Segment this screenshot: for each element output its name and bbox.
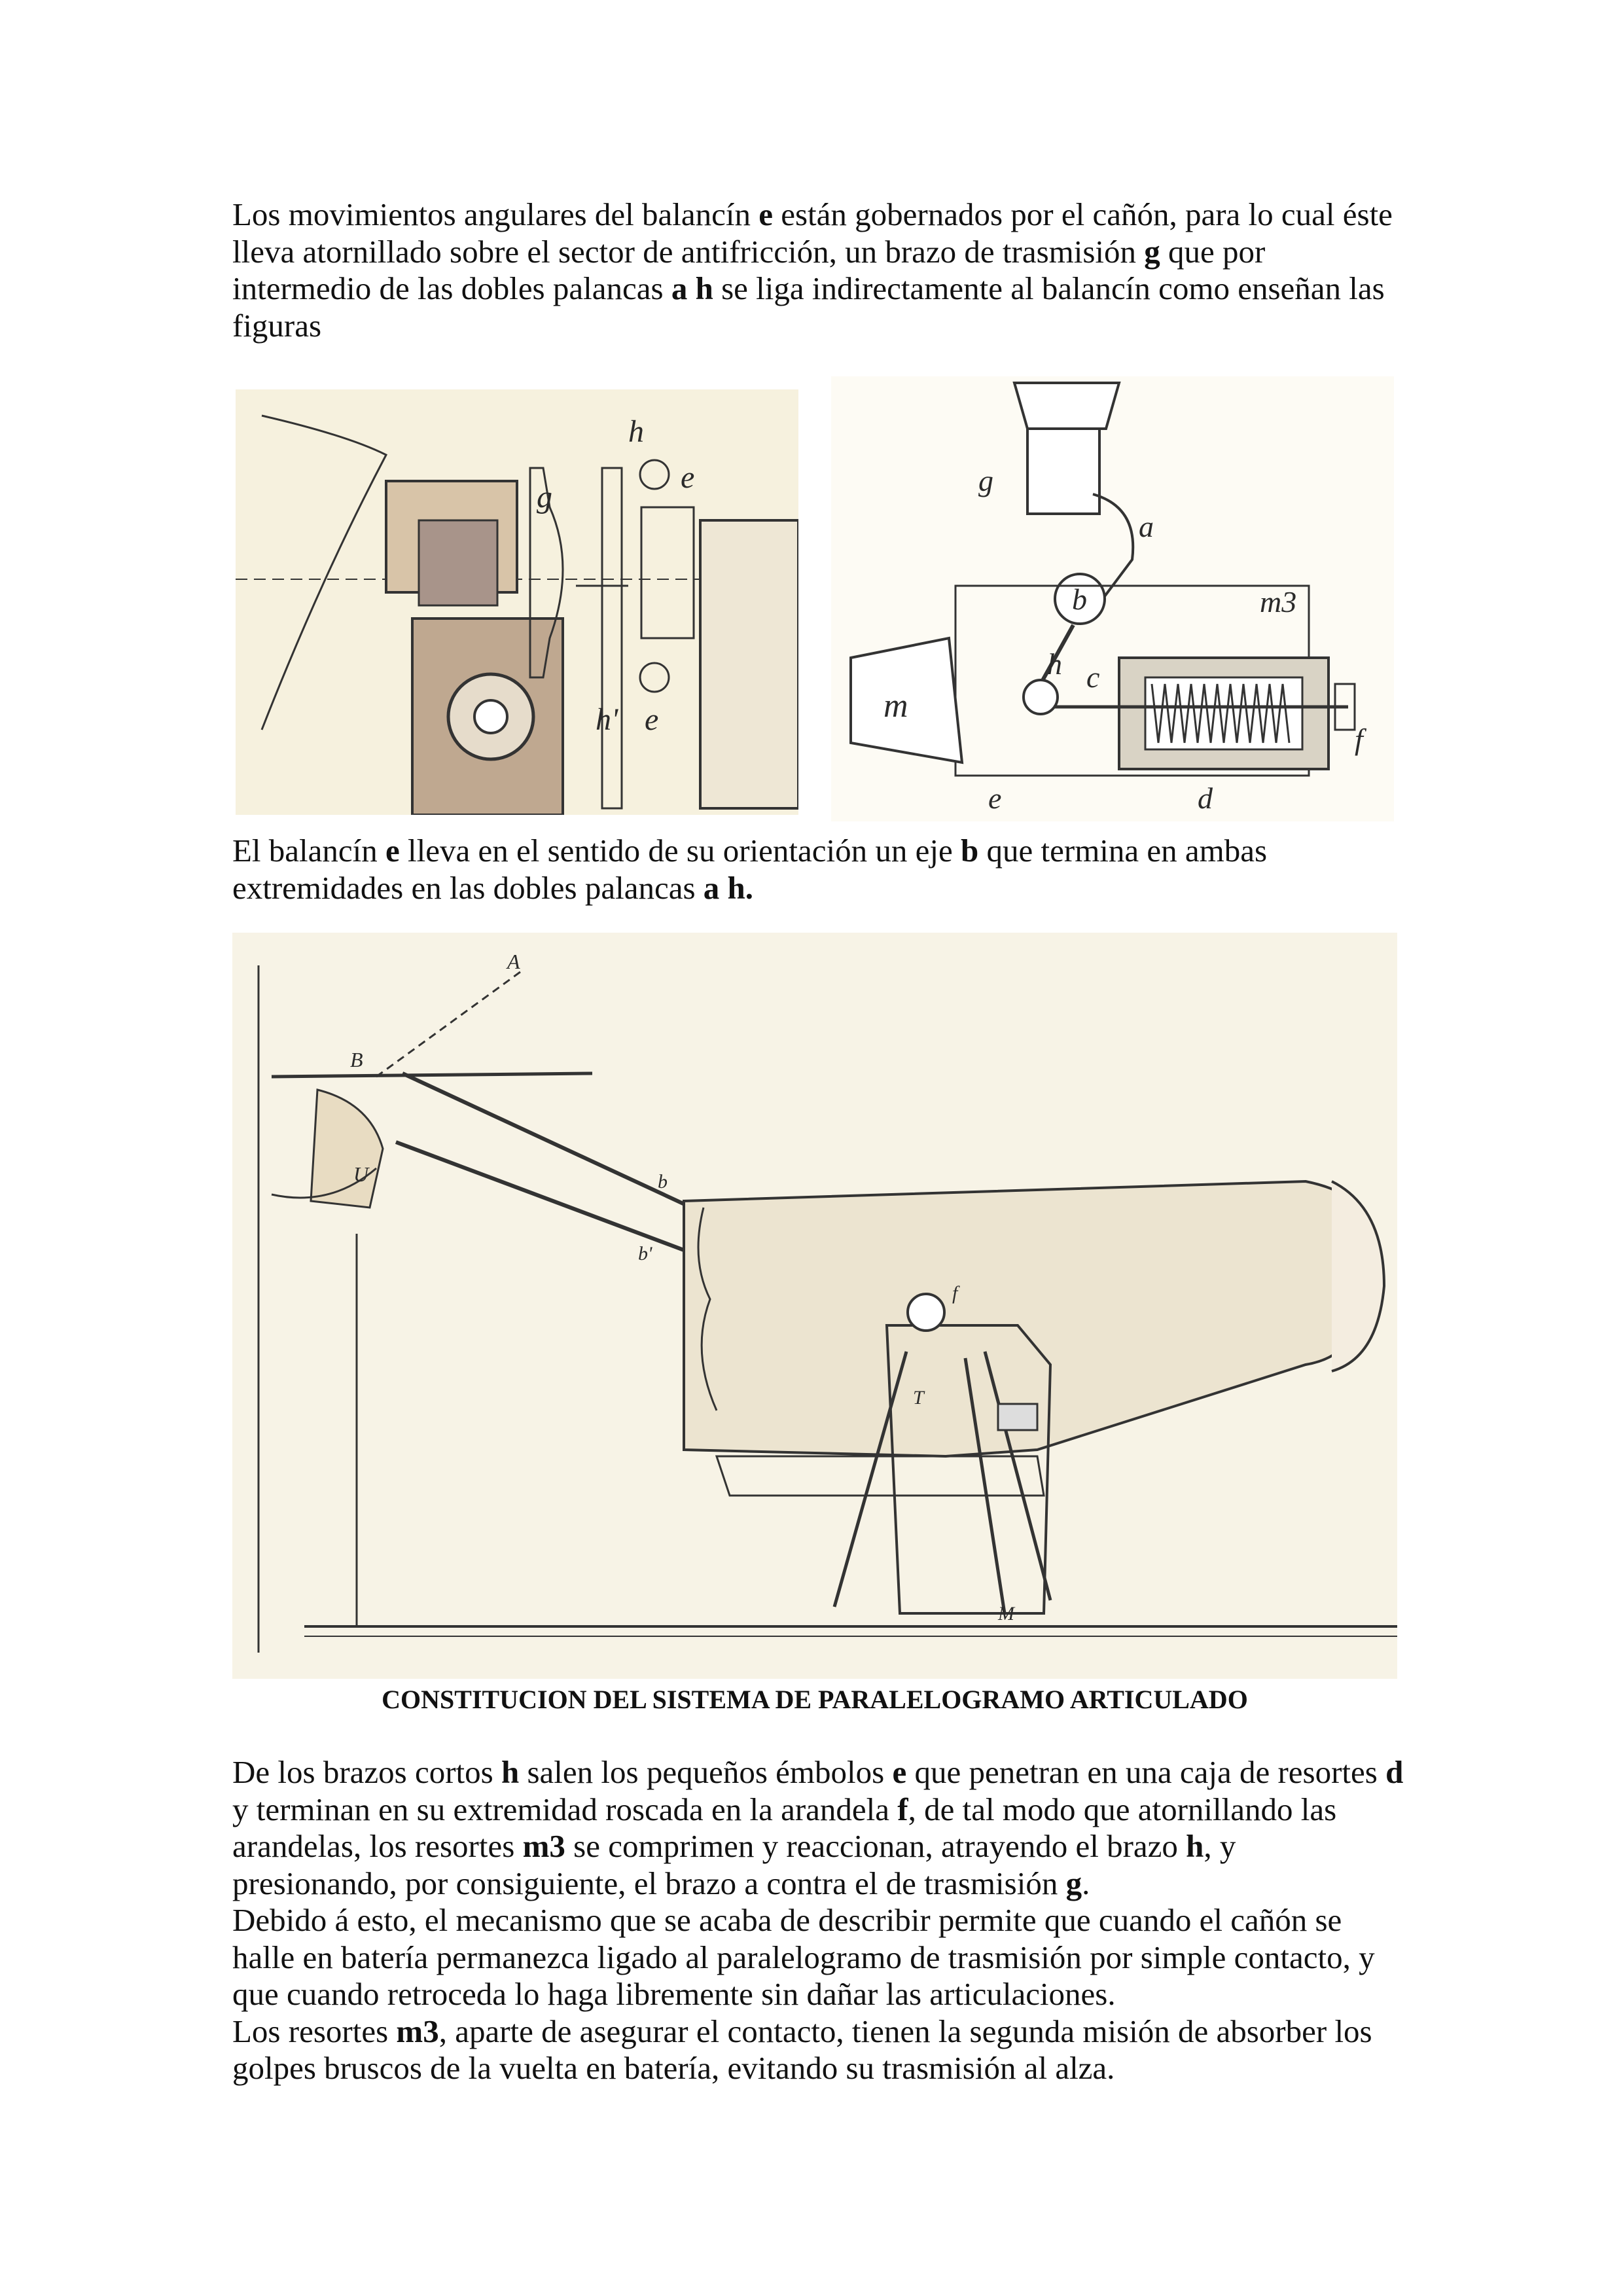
label-e-bottom: e bbox=[645, 702, 659, 737]
text-run: El balancín bbox=[232, 833, 386, 869]
label-h-prime: h' bbox=[596, 702, 618, 737]
text-run: están gobernados por el cañón, para lo cual éste lleva atornillado sobre el sector de antifricción, un brazo de trasmisión bbox=[232, 196, 1393, 270]
bold-term: b bbox=[961, 833, 979, 869]
text-run: y terminan en su extremidad roscada en la arandela bbox=[232, 1791, 898, 1827]
bold-term: m3 bbox=[522, 1828, 565, 1864]
label-d: d bbox=[1198, 781, 1213, 815]
bold-term: g bbox=[1144, 233, 1160, 270]
text-run: , aparte de asegurar el contacto, tienen la segunda misión de absorber los golpes bruscos de la vuelta en batería, evitando su trasmisión al alza. bbox=[232, 2013, 1372, 2086]
label-e: e bbox=[988, 781, 1002, 815]
label-m: m bbox=[883, 687, 908, 725]
text-run: Los movimientos angulares del balancín bbox=[232, 196, 759, 232]
intro-paragraph bbox=[232, 196, 1404, 344]
text-run: , y presionando, por consiguiente, el brazo a contra el de trasmisión bbox=[232, 1828, 1236, 1901]
text-run: se liga indirectamente al balancín como enseñan las figuras bbox=[232, 270, 1385, 344]
label-T: T bbox=[913, 1387, 924, 1408]
figure-cross-section bbox=[236, 389, 798, 815]
balancin-paragraph bbox=[232, 833, 1404, 906]
label-f: f bbox=[952, 1282, 958, 1304]
label-h: h bbox=[1047, 647, 1062, 681]
figure-cannon-parallelogram bbox=[232, 933, 1397, 1679]
bold-term: g bbox=[1065, 1865, 1082, 1901]
label-e: e bbox=[681, 460, 695, 495]
figure-caption: CONSTITUCION DEL SISTEMA DE PARALELOGRAMO ARTICULADO bbox=[382, 1685, 1248, 1714]
label-m3: m3 bbox=[1260, 585, 1297, 619]
label-a: a bbox=[1139, 510, 1154, 543]
bold-term: e bbox=[758, 196, 773, 232]
text-run: Debido á esto, el mecanismo que se acaba de describir permite que cuando el cañón se halle en batería permanezca ligado al paralelogramo de trasmisión por simple contacto, y que cuando retroceda lo haga libremente sin dañar las articulaciones. bbox=[232, 1902, 1375, 2012]
text-run: se comprimen y reaccionan, atrayendo el brazo bbox=[565, 1828, 1186, 1864]
bold-term: m3 bbox=[396, 2013, 439, 2049]
text-run: que penetran en una caja de resortes bbox=[906, 1754, 1386, 1790]
mechanism-paragraph bbox=[232, 1754, 1404, 2087]
label-b-prime: b' bbox=[638, 1243, 652, 1265]
label-f: f bbox=[1355, 723, 1363, 756]
label-A: A bbox=[507, 950, 520, 973]
text-run: De los brazos cortos bbox=[232, 1754, 501, 1790]
text-run: . bbox=[1082, 1865, 1090, 1901]
label-g: g bbox=[537, 480, 552, 514]
label-b: b bbox=[1072, 583, 1087, 616]
text-run: lleva en el sentido de su orientación un eje bbox=[399, 833, 961, 869]
bold-term: d bbox=[1385, 1754, 1404, 1790]
spring-mechanism-drawing bbox=[831, 376, 1394, 821]
cross-section-drawing bbox=[236, 389, 798, 815]
text-run: Los resortes bbox=[232, 2013, 397, 2049]
bold-term: h bbox=[501, 1754, 520, 1790]
bold-term: h bbox=[1186, 1828, 1204, 1864]
label-c: c bbox=[1086, 660, 1100, 694]
label-h: h bbox=[628, 414, 644, 449]
label-g: g bbox=[978, 464, 993, 497]
figure-spring-mechanism bbox=[831, 376, 1394, 821]
label-B: B bbox=[350, 1048, 363, 1071]
bold-term: f bbox=[897, 1791, 908, 1827]
bold-term: e bbox=[892, 1754, 907, 1790]
text-run: , de tal modo que atornillando las arandelas, los resortes bbox=[232, 1791, 1337, 1864]
bold-term: a h bbox=[671, 270, 713, 306]
label-b: b bbox=[658, 1171, 668, 1193]
text-run: que termina en ambas extremidades en las dobles palancas bbox=[232, 833, 1268, 906]
text-run: que por intermedio de las dobles palancas bbox=[232, 233, 1266, 306]
bold-term: e bbox=[385, 833, 400, 869]
text-run: salen los pequeños émbolos bbox=[519, 1754, 893, 1790]
bold-term: a h. bbox=[703, 869, 754, 906]
label-M: M bbox=[998, 1603, 1014, 1624]
label-U: U bbox=[353, 1162, 369, 1186]
cannon-drawing bbox=[232, 933, 1397, 1679]
